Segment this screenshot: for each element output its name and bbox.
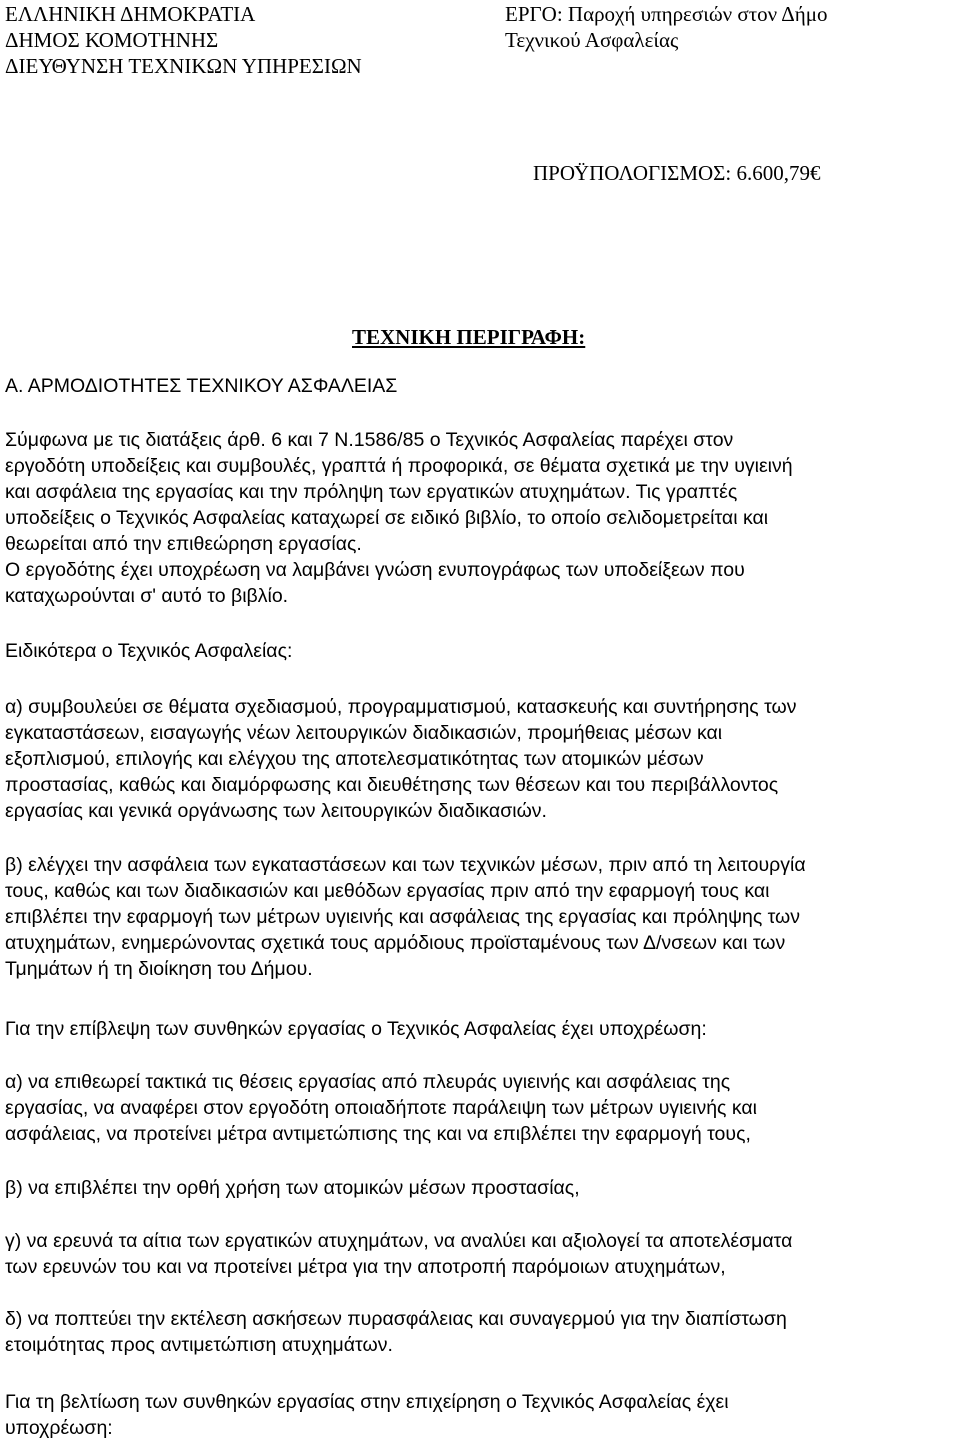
paragraph-a-inspects (5, 1069, 953, 1147)
text-line: υποχρέωση: (5, 1417, 113, 1439)
text-line: ετοιμότητας προς αντιμετώπιση ατυχημάτων. (5, 1334, 393, 1356)
text-line: Ειδικότερα ο Τεχνικός Ασφαλείας: (5, 640, 293, 662)
text-line: δ) να ποπτεύει την εκτέλεση ασκήσεων πυρασφάλειας και συναγερμού για την διαπίστωση (5, 1308, 787, 1330)
text-line: Ο εργοδότης έχει υποχρέωση να λαμβάνει γνώση ενυπογράφως των υποδείξεων που (5, 559, 745, 581)
text-line: ατυχημάτων, ενημερώνοντας σχετικά τους αρμόδιους προϊσταμένους των Δ/νσεων και των (5, 932, 786, 954)
text-line: και ασφάλεια της εργασίας και την πρόληψη των εργατικών ατυχημάτων. Τις γραπτές (5, 481, 738, 503)
text-line: εξοπλισμού, επιλογής και ελέγχου της αποτελεσματικότητας των ατομικών μέσων (5, 748, 704, 770)
paragraph-a-advises (5, 694, 953, 824)
text-line: θεωρείται από την επιθεώρηση εργασίας. (5, 533, 362, 555)
text-line: των ερευνών του και να προτείνει μέτρα για την αποτροπή παρόμοιων ατυχημάτων, (5, 1256, 726, 1278)
header-right-line: ΕΡΓΟ: Παροχή υπηρεσιών στον Δήμο (505, 2, 828, 26)
text-line: Σύμφωνα με τις διατάξεις άρθ. 6 και 7 Ν.1586/85 ο Τεχνικός Ασφαλείας παρέχει στον (5, 429, 734, 451)
text-line: Για τη βελτίωση των συνθηκών εργασίας στην επιχείρηση ο Τεχνικός Ασφαλείας έχει (5, 1391, 729, 1413)
paragraph-b-checks (5, 852, 953, 982)
text-line: γ) να ερευνά τα αίτια των εργατικών ατυχημάτων, να αναλύει και αξιολογεί τα αποτελέσματα (5, 1230, 793, 1252)
paragraph-specifically (5, 638, 953, 664)
header-left-line: ΔΙΕΥΘΥΝΣΗ ΤΕΧΝΙΚΩΝ ΥΠΗΡΕΣΙΩΝ (5, 54, 362, 78)
header-left-line: ΕΛΛΗΝΙΚΗ ΔΗΜΟΚΡΑΤΙΑ (5, 2, 256, 26)
text-line: καταχωρούνται σ' αυτό το βιβλίο. (5, 585, 289, 607)
header-left-line: ΔΗΜΟΣ ΚΟΜΟΤΗΝΗΣ (5, 28, 219, 52)
text-line: τους, καθώς και των διαδικασιών και μεθόδων εργασίας πριν από την εφαρμογή τους και (5, 880, 770, 902)
technical-description-title: ΤΕΧΝΙΚΗ ΠΕΡΙΓΡΑΦΗ: (352, 325, 586, 349)
text-line: εγκαταστάσεων, εισαγωγής νέων λειτουργικών διαδικασιών, προμήθειας μέσων και (5, 722, 723, 744)
text-line: προστασίας, καθώς και διαμόρφωσης και διευθέτησης των θέσεων και του περιβάλλοντος (5, 774, 779, 796)
text-line: α) να επιθεωρεί τακτικά τις θέσεις εργασίας από πλευράς υγιεινής και ασφάλειας της (5, 1071, 731, 1093)
text-line: β) να επιβλέπει την ορθή χρήση των ατομικών μέσων προστασίας, (5, 1177, 580, 1199)
paragraph-c-investigates (5, 1228, 953, 1280)
header-right-line: Τεχνικού Ασφαλείας (505, 28, 679, 52)
text-line: Για την επίβλεψη των συνθηκών εργασίας ο Τεχνικός Ασφαλείας έχει υποχρέωση: (5, 1018, 707, 1040)
text-line: α) συμβουλεύει σε θέματα σχεδιασμού, προγραμματισμού, κατασκευής και συντήρησης των (5, 696, 797, 718)
budget-line: ΠΡΟΫΠΟΛΟΓΙΣΜΟΣ: 6.600,79€ (533, 161, 821, 185)
paragraph-improvement (5, 1389, 953, 1441)
text-line: ασφάλειας, να προτείνει μέτρα αντιμετώπισης της και να επιβλέπει την εφαρμογή τους, (5, 1123, 751, 1145)
paragraph-intro (5, 427, 953, 609)
paragraph-b-supervises (5, 1175, 953, 1201)
text-line: Τμημάτων ή τη διοίκηση του Δήμου. (5, 958, 313, 980)
text-line: εργοδότη υποδείξεις και συμβουλές, γραπτά ή προφορικά, σε θέματα σχετικά με την υγιεινή (5, 455, 793, 477)
section-title: Α. ΑΡΜΟΔΙΟΤΗΤΕΣ ΤΕΧΝΙΚΟΥ ΑΣΦΑΛΕΙΑΣ (5, 375, 398, 397)
text-line: εργασίας και γενικά οργάνωσης των λειτουργικών διαδικασιών. (5, 800, 547, 822)
paragraph-supervision (5, 1016, 953, 1042)
text-line: β) ελέγχει την ασφάλεια των εγκαταστάσεων και των τεχνικών μέσων, πριν από τη λειτουργία (5, 854, 806, 876)
text-line: εργασίας, να αναφέρει στον εργοδότη οποιαδήποτε παράλειψη των μέτρων υγιεινής και (5, 1097, 757, 1119)
header-left (5, 1, 362, 79)
paragraph-d-drills (5, 1306, 953, 1358)
header-right (505, 1, 828, 53)
text-line: επιβλέπει την εφαρμογή των μέτρων υγιεινής και ασφάλειας της εργασίας και πρόληψης των (5, 906, 801, 928)
text-line: υποδείξεις ο Τεχνικός Ασφαλείας καταχωρεί σε ειδικό βιβλίο, το οποίο σελιδομετρείται και (5, 507, 769, 529)
